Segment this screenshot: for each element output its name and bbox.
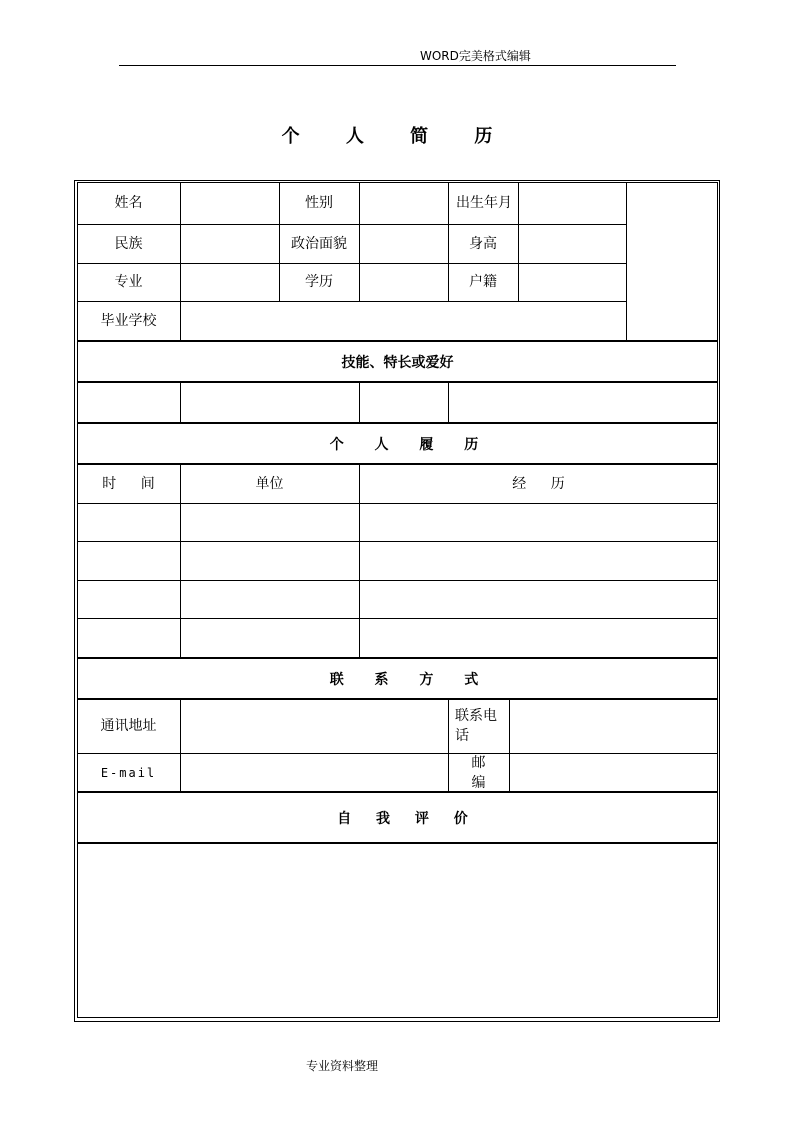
email-label: E-mail [100,765,157,780]
history-experience-field[interactable] [360,504,717,541]
skills-heading: 技能、特长或爱好 [341,354,454,371]
history-experience-field[interactable] [360,542,717,580]
page-header-text: WORD完美格式编辑 [420,49,531,63]
email-field[interactable] [181,754,448,792]
postcode-field[interactable] [510,754,717,792]
history-time-field[interactable] [78,581,180,618]
history-time-field[interactable] [78,504,180,541]
history-time-field[interactable] [78,542,180,580]
history-time-field[interactable] [78,619,180,657]
name-field[interactable] [181,183,279,224]
ethnicity-label: 民族 [114,235,143,252]
history-experience-field[interactable] [360,581,717,618]
skill-field[interactable] [449,383,717,422]
address-label: 通讯地址 [100,718,157,734]
school-label: 毕业学校 [100,313,157,329]
page-title: 个 人 简 历 [281,126,513,147]
height-field[interactable] [519,225,626,263]
height-label: 身高 [469,235,497,252]
history-col-time: 时 间 [102,475,165,492]
birth-date-label: 出生年月 [456,195,512,211]
history-experience-field[interactable] [360,619,717,657]
history-unit-field[interactable] [181,581,359,618]
birth-date-field[interactable] [519,183,626,224]
self-eval-heading: 自 我 评 价 [337,810,478,827]
major-label: 专业 [114,274,143,290]
history-unit-field[interactable] [181,619,359,657]
major-field[interactable] [181,264,279,301]
history-col-experience: 经 历 [512,475,575,492]
gender-field[interactable] [360,183,448,224]
history-heading: 个 人 履 历 [329,436,492,453]
history-col-unit: 单位 [255,475,284,492]
skill-field[interactable] [181,383,359,422]
ethnicity-field[interactable] [181,225,279,263]
hukou-label: 户籍 [469,274,497,290]
phone-field[interactable] [510,700,717,753]
political-status-label: 政治面貌 [291,235,347,252]
hukou-field[interactable] [519,264,626,301]
history-unit-field[interactable] [181,504,359,541]
history-unit-field[interactable] [181,542,359,580]
phone-label: 联系电话 [455,708,497,744]
page-footer-text: 专业资料整理 [306,1059,379,1073]
school-field[interactable] [181,302,626,341]
postcode-label: 邮 编 [471,754,500,791]
photo-field[interactable] [627,183,717,340]
skill-field[interactable] [78,383,180,422]
skill-field[interactable] [360,383,448,422]
contact-heading: 联 系 方 式 [329,671,492,688]
education-field[interactable] [360,264,448,301]
address-field[interactable] [181,700,448,753]
political-status-field[interactable] [360,225,448,263]
name-label: 姓名 [114,195,143,211]
page-header-rule [119,65,676,66]
gender-label: 性别 [305,195,333,211]
education-label: 学历 [305,274,333,290]
self-eval-field[interactable] [78,844,717,1017]
